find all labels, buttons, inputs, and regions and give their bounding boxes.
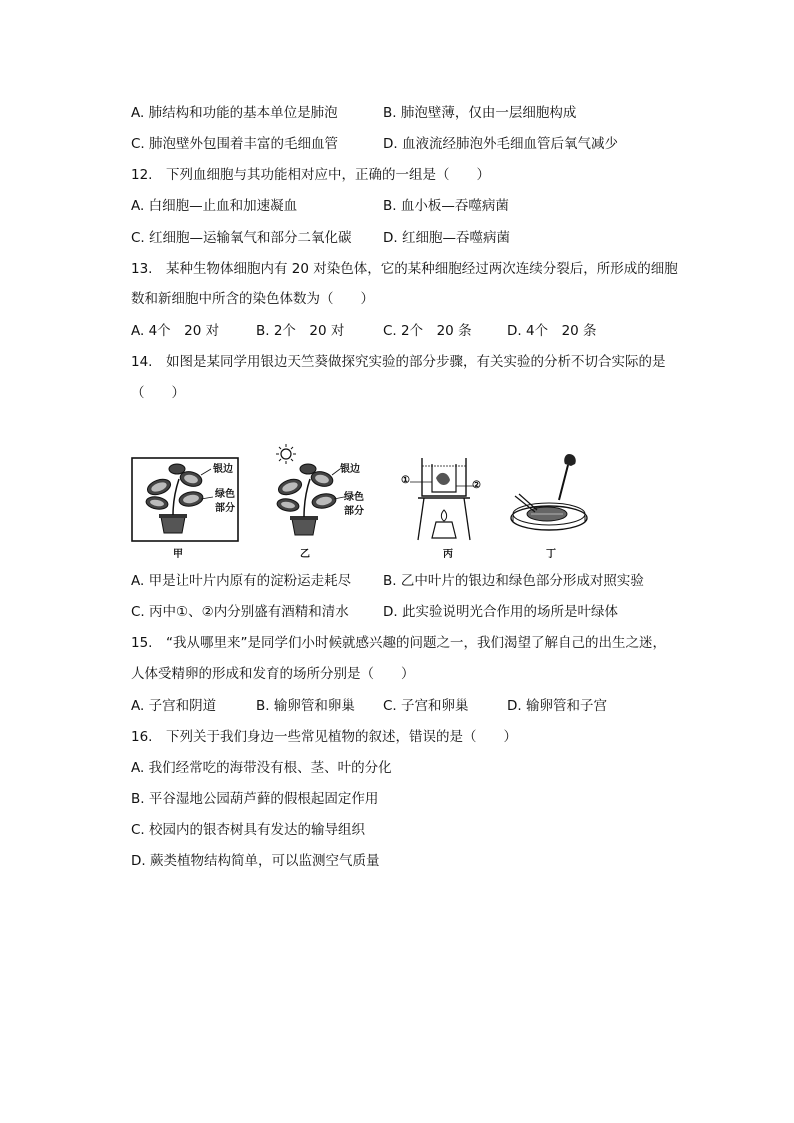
q14-stem-line2: （ ） (131, 385, 185, 401)
figure-ding-petri-dish-dropper (505, 452, 595, 542)
q14-option-c: C. 丙中①、②内分别盛有酒精和清水 (131, 604, 349, 620)
jia-green-part-label-1: 绿色 (215, 489, 235, 500)
q16-option-a: A. 我们经常吃的海带没有根、茎、叶的分化 (131, 760, 392, 776)
q16-option-c: C. 校园内的银杏树具有发达的输导组织 (131, 822, 366, 838)
q15-option-d: D. 输卵管和子宫 (507, 698, 607, 714)
q16-option-b: B. 平谷湿地公园葫芦藓的假根起固定作用 (131, 791, 379, 807)
figure-caption-ding: 丁 (546, 549, 556, 560)
q13-option-c: C. 2个 20 条 (383, 323, 472, 339)
q11-option-b: B. 肺泡壁薄，仅由一层细胞构成 (383, 105, 577, 121)
figure-caption-yi: 乙 (300, 549, 310, 560)
sun-icon (276, 444, 296, 464)
yi-green-part-label-1: 绿色 (344, 492, 364, 503)
q12-stem: 12. 下列血细胞与其功能相对应中，正确的一组是（ ） (131, 167, 490, 183)
q12-option-c: C. 红细胞—运输氧气和部分二氧化碳 (131, 230, 352, 246)
q14-stem-line1: 14. 如图是某同学用银边天竺葵做探究实验的部分步骤，有关实验的分析不切合实际的是 (131, 354, 666, 370)
q14-option-b: B. 乙中叶片的银边和绿色部分形成对照实验 (383, 573, 644, 589)
q13-option-d: D. 4个 20 条 (507, 323, 597, 339)
q14-option-a: A. 甲是让叶片内原有的淀粉运走耗尽 (131, 573, 352, 589)
q12-option-d: D. 红细胞—吞噬病菌 (383, 230, 510, 246)
yi-silver-edge-label: 银边 (340, 464, 360, 475)
figure-caption-jia: 甲 (173, 549, 183, 560)
q11-option-d: D. 血液流经肺泡外毛细血管后氧气减少 (383, 136, 618, 152)
q12-option-a: A. 白细胞—止血和加速凝血 (131, 198, 298, 214)
q12-option-b: B. 血小板—吞噬病菌 (383, 198, 509, 214)
q15-option-b: B. 输卵管和卵巢 (256, 698, 355, 714)
q13-stem-line2: 数和新细胞中所含的染色体数为（ ） (131, 291, 374, 307)
q13-option-b: B. 2个 20 对 (256, 323, 345, 339)
jia-green-part-label-2: 部分 (215, 503, 235, 514)
jia-silver-edge-label: 银边 (213, 464, 233, 475)
figure-bing-water-bath-apparatus (400, 452, 492, 544)
q13-stem-line1: 13. 某种生物体细胞内有 20 对染色体，它的某种细胞经过两次连续分裂后，所形成的细胞 (131, 261, 678, 277)
bing-marker-2: ② (472, 480, 481, 491)
q13-option-a: A. 4个 20 对 (131, 323, 220, 339)
q16-stem: 16. 下列关于我们身边一些常见植物的叙述，错误的是（ ） (131, 729, 517, 745)
q11-option-c: C. 肺泡壁外包围着丰富的毛细血管 (131, 136, 339, 152)
yi-green-part-label-2: 部分 (344, 506, 364, 517)
q15-stem-line1: 15. “我从哪里来”是同学们小时候就感兴趣的问题之一，我们渴望了解自己的出生之迷， (131, 635, 666, 651)
q15-stem-line2: 人体受精卵的形成和发育的场所分别是（ ） (131, 666, 415, 682)
figure-caption-bing: 丙 (443, 549, 453, 560)
bing-marker-1: ① (401, 475, 410, 486)
q14-option-d: D. 此实验说明光合作用的场所是叶绿体 (383, 604, 618, 620)
q16-option-d: D. 蕨类植物结构简单，可以监测空气质量 (131, 853, 380, 869)
q15-option-c: C. 子宫和卵巢 (383, 698, 469, 714)
q11-option-a: A. 肺结构和功能的基本单位是肺泡 (131, 105, 338, 121)
q15-option-a: A. 子宫和阴道 (131, 698, 217, 714)
